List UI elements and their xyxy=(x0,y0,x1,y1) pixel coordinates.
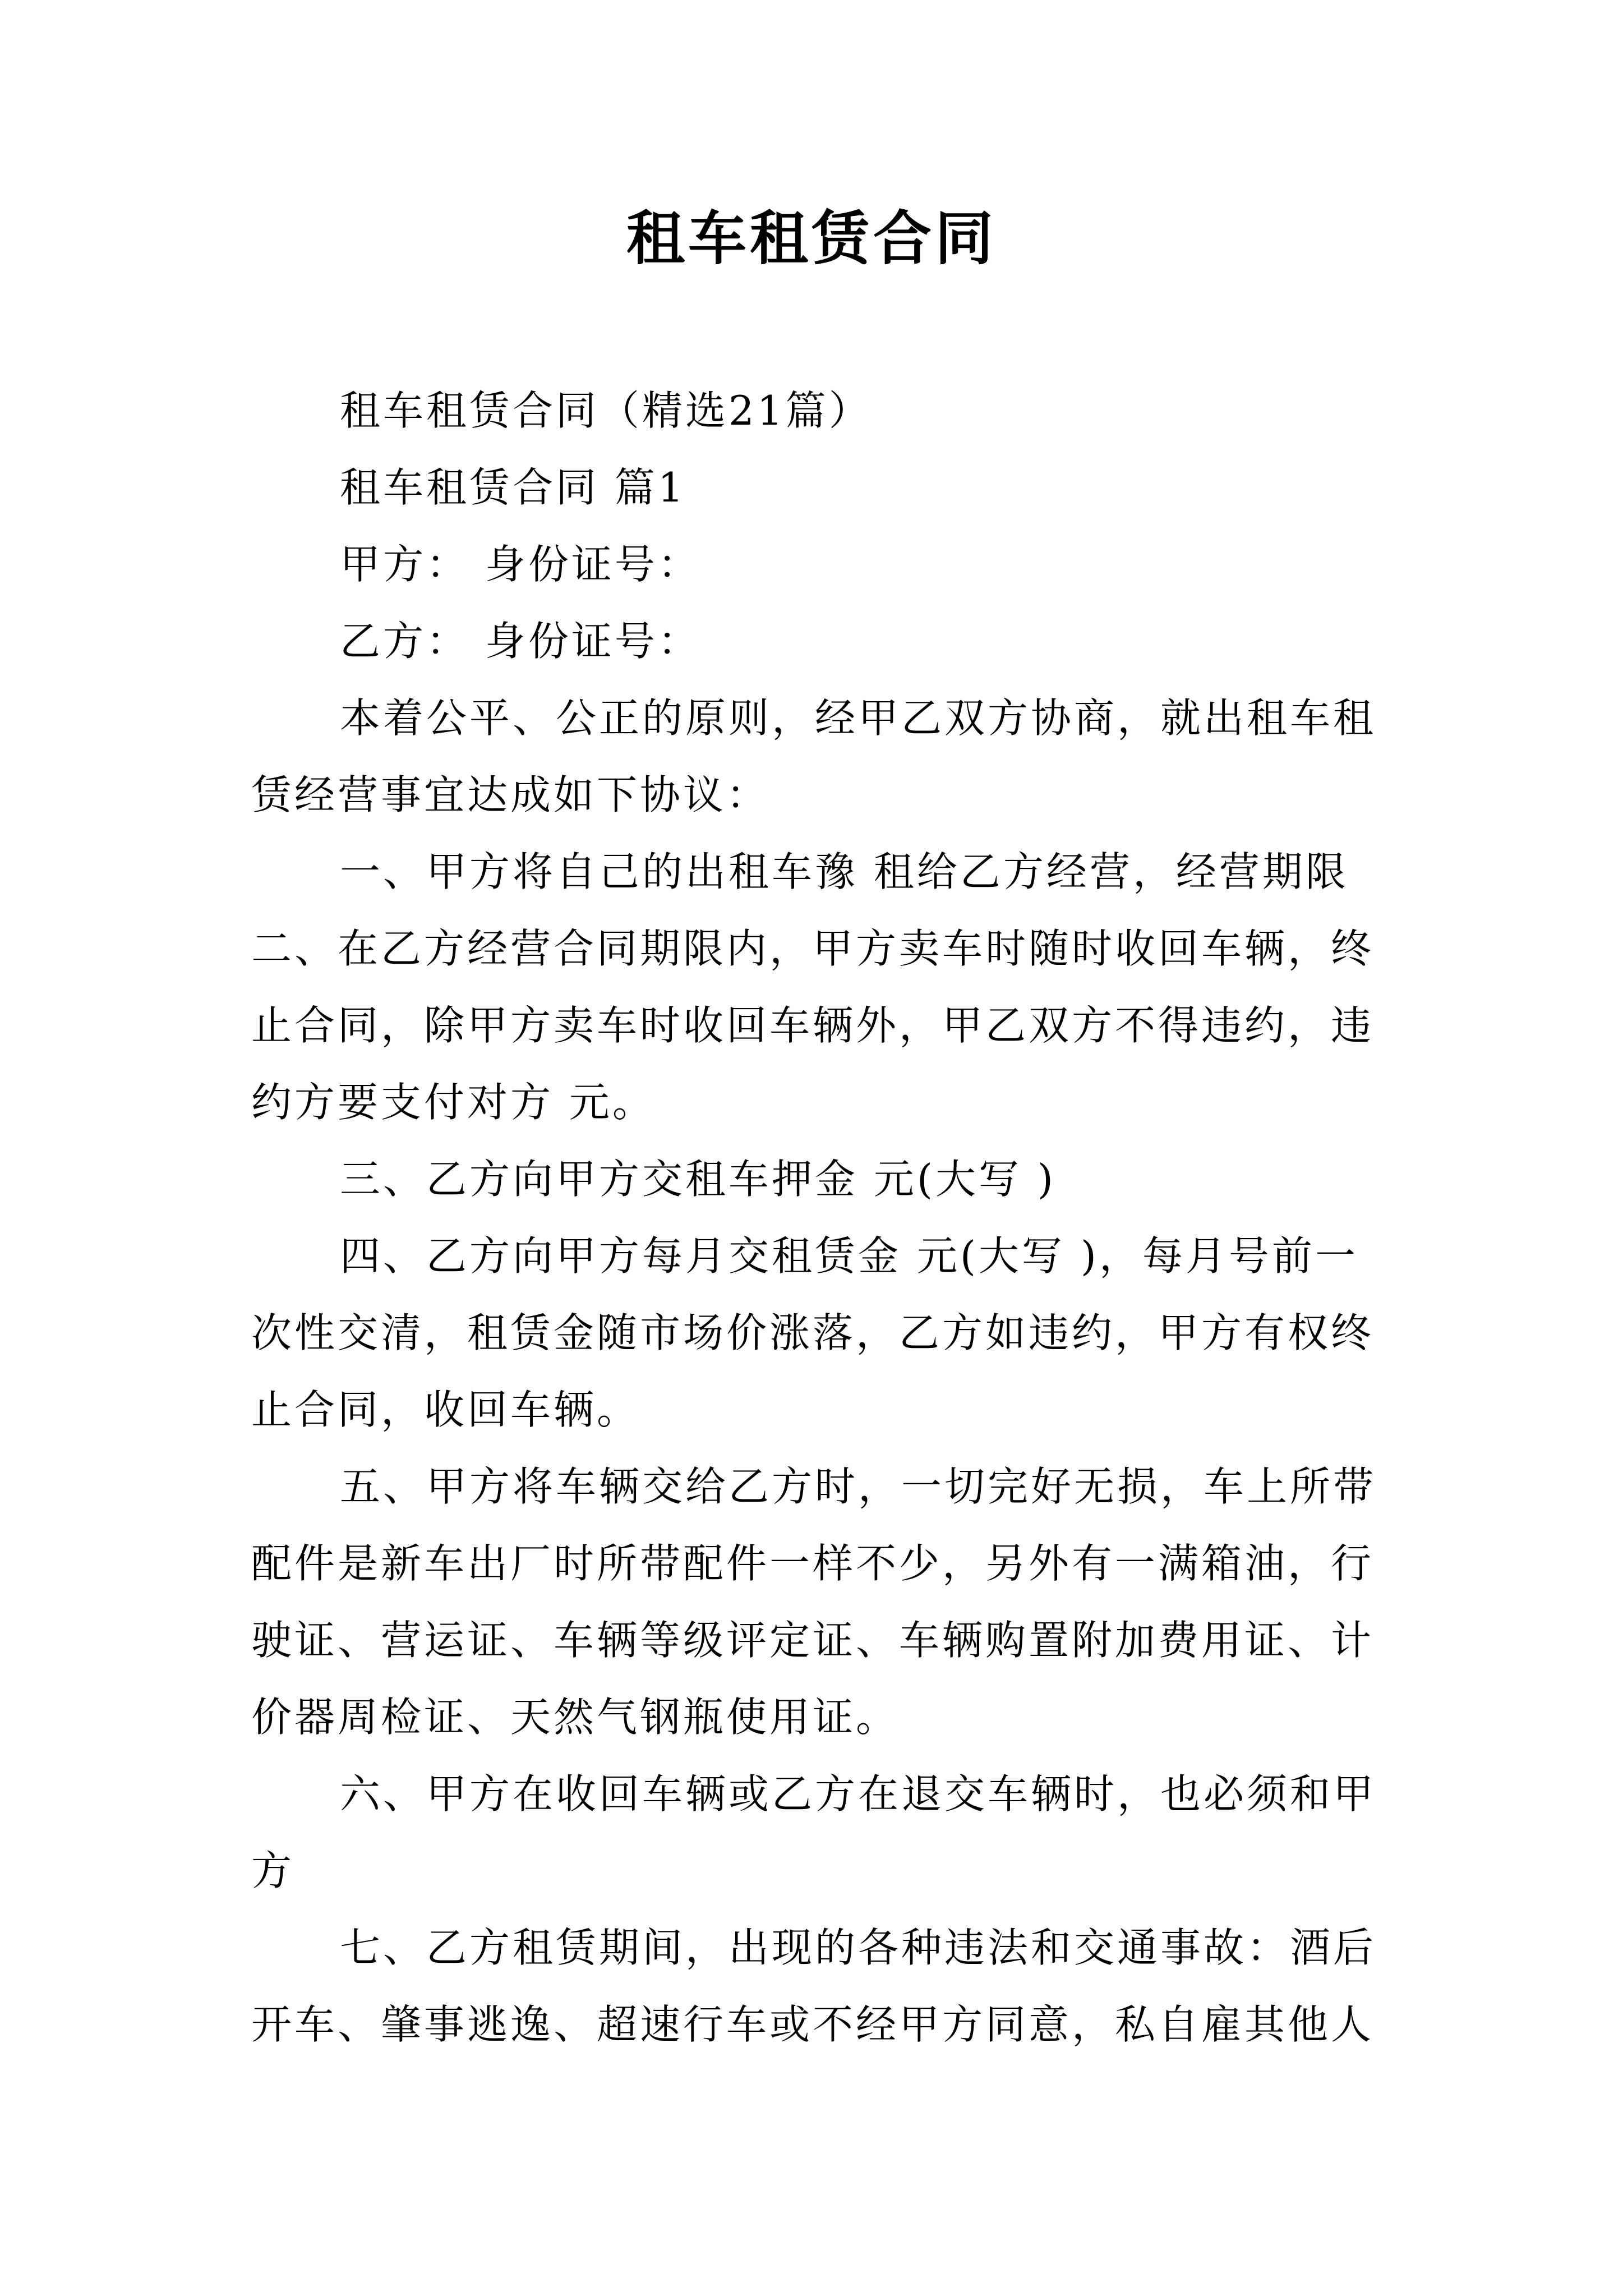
subtitle-line: 租车租赁合同（精选21篇） xyxy=(340,387,872,434)
section-heading: 租车租赁合同 篇1 xyxy=(340,464,686,511)
paragraph-line: 止合同，除甲方卖车时收回车辆外，甲乙双方不得违约，违 xyxy=(251,1002,1375,1049)
paragraph-line: 六、甲方在收回车辆或乙方在退交车辆时，也必须和甲 xyxy=(340,1770,1377,1818)
paragraph-line: 五、甲方将车辆交给乙方时，一切完好无损，车上所带 xyxy=(340,1463,1377,1510)
paragraph-line: 七、乙方租赁期间，出现的各种违法和交通事故：酒后 xyxy=(340,1924,1377,1971)
paragraph-line: 开车、肇事逃逸、超速行车或不经甲方同意，私自雇其他人 xyxy=(251,2001,1375,2048)
paragraph-line: 价器周检证、天然气钢瓶使用证。 xyxy=(251,1694,900,1741)
paragraph-line: 驶证、营运证、车辆等级评定证、车辆购置附加费用证、计 xyxy=(251,1617,1375,1664)
document-body xyxy=(251,372,1390,2063)
paragraph-line: 一、甲方将自己的出租车豫 租给乙方经营，经营期限 xyxy=(340,848,1349,895)
paragraph-line: 次性交清，租赁金随市场价涨落，乙方如违约，甲方有权终 xyxy=(251,1309,1375,1356)
paragraph-line: 配件是新车出厂时所带配件一样不少，另外有一满箱油，行 xyxy=(251,1540,1375,1587)
party-a-line: 甲方： 身份证号： xyxy=(340,541,701,588)
paragraph-line: 二、在乙方经营合同期限内，甲方卖车时随时收回车辆，终 xyxy=(251,925,1375,972)
paragraph-line: 约方要支付对方 元。 xyxy=(251,1079,656,1126)
document-title: 租车租赁合同 xyxy=(626,204,997,273)
paragraph-line: 四、乙方向甲方每月交租赁金 元(大写 )，每月号前一 xyxy=(340,1232,1358,1280)
paragraph-line: 方 xyxy=(251,1847,295,1894)
paragraph-line: 三、乙方向甲方交租车押金 元(大写 ) xyxy=(340,1156,1056,1203)
paragraph-line: 止合同，收回车辆。 xyxy=(251,1386,640,1433)
paragraph-line: 赁经营事宜达成如下协议： xyxy=(251,771,770,818)
paragraph-line: 本着公平、公正的原则，经甲乙双方协商，就出租车租 xyxy=(340,694,1377,742)
party-b-line: 乙方： 身份证号： xyxy=(340,618,701,665)
